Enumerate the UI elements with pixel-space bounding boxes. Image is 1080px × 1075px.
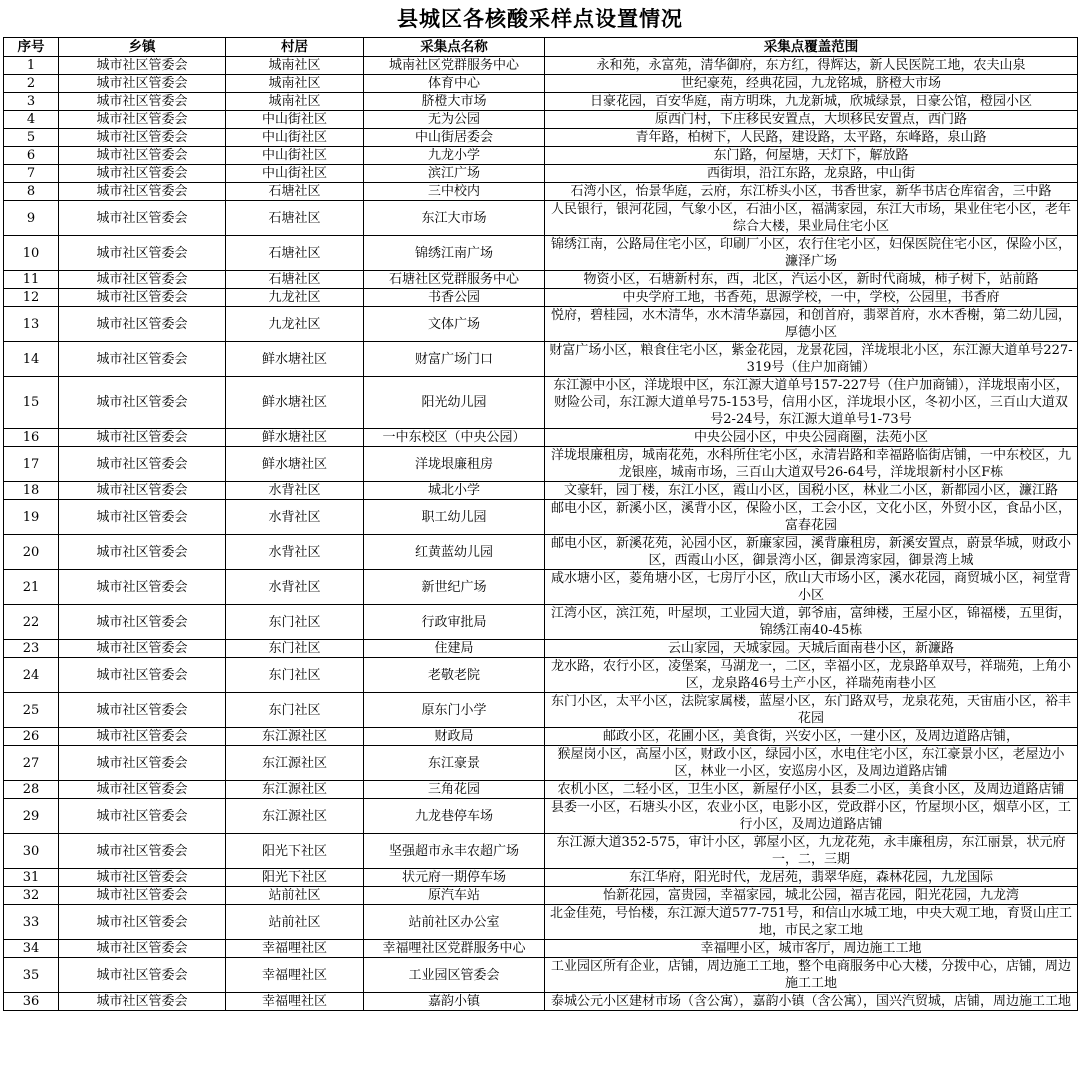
row-township: 城市社区管委会 (59, 93, 226, 111)
row-coverage: 日豪花园，百安华庭，南方明珠，九龙新城，欣城绿景，日豪公馆，橙园小区 (545, 93, 1078, 111)
table-row (4, 129, 1078, 147)
row-index: 35 (4, 958, 59, 993)
row-township: 城市社区管委会 (59, 570, 226, 605)
row-village: 幸福哩社区 (226, 958, 364, 993)
row-index: 16 (4, 429, 59, 447)
header-coverage: 采集点覆盖范围 (545, 38, 1078, 57)
row-index: 4 (4, 111, 59, 129)
row-site-name: 脐橙大市场 (364, 93, 545, 111)
header-site-name: 采集点名称 (364, 38, 545, 57)
row-village: 中山街社区 (226, 147, 364, 165)
row-village: 东门社区 (226, 658, 364, 693)
row-index: 3 (4, 93, 59, 111)
header-index: 序号 (4, 38, 59, 57)
row-village: 石塘社区 (226, 201, 364, 236)
row-site-name: 原汽车站 (364, 887, 545, 905)
row-site-name: 工业园区管委会 (364, 958, 545, 993)
table-row (4, 500, 1078, 535)
row-index: 5 (4, 129, 59, 147)
row-coverage: 石湾小区，怡景华庭，云府，东江桥头小区，书香世家，新华书店仓库宿舍，三中路 (545, 183, 1078, 201)
row-site-name: 站前社区办公室 (364, 905, 545, 940)
row-coverage: 东江华府，阳光时代，龙居苑，翡翠华庭，森林花园，九龙国际 (545, 869, 1078, 887)
row-village: 站前社区 (226, 905, 364, 940)
row-coverage: 东江源大道352-575，审计小区，郭屋小区，九龙花苑，永丰廉租房，东江丽景，状元府一，二，三期 (545, 834, 1078, 869)
row-township: 城市社区管委会 (59, 799, 226, 834)
row-township: 城市社区管委会 (59, 129, 226, 147)
table-row (4, 271, 1078, 289)
row-index: 20 (4, 535, 59, 570)
row-index: 26 (4, 728, 59, 746)
table-row (4, 93, 1078, 111)
row-coverage: 猴屋岗小区，高屋小区，财政小区，绿园小区，水电住宅小区，东江豪景小区，老屋边小区，林业一小区，安巡房小区，及周边道路店铺 (545, 746, 1078, 781)
row-township: 城市社区管委会 (59, 429, 226, 447)
table-row (4, 746, 1078, 781)
row-index: 18 (4, 482, 59, 500)
row-coverage: 邮电小区，新溪小区，溪背小区，保险小区，工会小区，文化小区，外贸小区，食品小区，富春花园 (545, 500, 1078, 535)
table-row (4, 887, 1078, 905)
row-site-name: 一中东校区（中央公园） (364, 429, 545, 447)
row-coverage: 怡新花园，富贵园，幸福家园，城北公园，福吉花园，阳光花园，九龙湾 (545, 887, 1078, 905)
row-index: 7 (4, 165, 59, 183)
table-row (4, 605, 1078, 640)
row-village: 中山街社区 (226, 165, 364, 183)
row-village: 水背社区 (226, 482, 364, 500)
row-site-name: 石塘社区党群服务中心 (364, 271, 545, 289)
row-village: 石塘社区 (226, 183, 364, 201)
row-index: 1 (4, 57, 59, 75)
row-coverage: 悦府，碧桂园，水木清华，水木清华嘉园，和创首府，翡翠首府，水木香榭，第二幼儿园，厚德小区 (545, 307, 1078, 342)
row-coverage: 青年路，柏树下，人民路，建设路，太平路，东峰路，泉山路 (545, 129, 1078, 147)
row-coverage: 咸水塘小区，菱角塘小区，七房厅小区，欣山大市场小区，溪水花园，商贸城小区，祠堂背小区 (545, 570, 1078, 605)
row-index: 36 (4, 993, 59, 1011)
row-site-name: 幸福哩社区党群服务中心 (364, 940, 545, 958)
table-row (4, 993, 1078, 1011)
table-row (4, 834, 1078, 869)
sampling-sites-table (3, 37, 1078, 1011)
table-row (4, 289, 1078, 307)
row-village: 东门社区 (226, 605, 364, 640)
row-site-name: 职工幼儿园 (364, 500, 545, 535)
table-row (4, 377, 1078, 429)
row-index: 10 (4, 236, 59, 271)
row-village: 九龙社区 (226, 289, 364, 307)
row-coverage: 北金佳苑，号怡楼，东江源大道577-751号，和信山水城工地，中央大观工地，育贤山庄工地，市民之家工地 (545, 905, 1078, 940)
row-coverage: 东门路，何屋塘，天灯下，解放路 (545, 147, 1078, 165)
row-coverage: 财富广场小区，粮食住宅小区，紫金花园，龙景花园，洋垅垠北小区，东江源大道单号227-319号（住户加商铺） (545, 342, 1078, 377)
row-site-name: 中山街居委会 (364, 129, 545, 147)
table-header-row (4, 38, 1078, 57)
row-index: 14 (4, 342, 59, 377)
row-site-name: 城南社区党群服务中心 (364, 57, 545, 75)
row-village: 城南社区 (226, 57, 364, 75)
row-village: 城南社区 (226, 93, 364, 111)
row-coverage: 泰城公元小区建材市场（含公寓），嘉韵小镇（含公寓），国兴汽贸城，店铺，周边施工工地 (545, 993, 1078, 1011)
row-coverage: 邮政小区，花圃小区，美食街，兴安小区，一建小区，及周边道路店铺， (545, 728, 1078, 746)
row-township: 城市社区管委会 (59, 75, 226, 93)
row-township: 城市社区管委会 (59, 183, 226, 201)
table-row (4, 201, 1078, 236)
row-coverage: 邮电小区，新溪花苑，沁园小区，新廉家园，溪背廉租房，新溪安置点，蔚景华城，财政小区，西霞山小区，御景湾小区，御景湾家园，御景湾上城 (545, 535, 1078, 570)
table-row (4, 869, 1078, 887)
row-index: 28 (4, 781, 59, 799)
row-township: 城市社区管委会 (59, 640, 226, 658)
table-row (4, 905, 1078, 940)
row-index: 15 (4, 377, 59, 429)
row-village: 鲜水塘社区 (226, 377, 364, 429)
row-township: 城市社区管委会 (59, 147, 226, 165)
row-coverage: 东门小区，太平小区，法院家属楼，蓝屋小区，东门路双号，龙泉花苑，天宙庙小区，裕丰花园 (545, 693, 1078, 728)
table-row (4, 307, 1078, 342)
row-township: 城市社区管委会 (59, 834, 226, 869)
row-index: 33 (4, 905, 59, 940)
header-township: 乡镇 (59, 38, 226, 57)
row-site-name: 老敬老院 (364, 658, 545, 693)
row-index: 22 (4, 605, 59, 640)
row-coverage: 永和苑，永富苑，清华御府，东方红，得辉达，新人民医院工地，农夫山泉 (545, 57, 1078, 75)
row-village: 水背社区 (226, 535, 364, 570)
row-village: 九龙社区 (226, 307, 364, 342)
row-index: 21 (4, 570, 59, 605)
row-coverage: 农机小区，二轻小区，卫生小区，新屋仔小区，县委二小区，美食小区，及周边道路店铺 (545, 781, 1078, 799)
row-index: 12 (4, 289, 59, 307)
row-index: 13 (4, 307, 59, 342)
row-coverage: 东江源中小区，洋垅垠中区，东江源大道单号157-227号（住户加商铺），洋垅垠南小区，财险公司，东江源大道单号75-153号，信用小区，洋垅垠小区，冬初小区，三百山大道双号2-24号，东江源大道单号1-73号 (545, 377, 1078, 429)
row-village: 鲜水塘社区 (226, 429, 364, 447)
row-township: 城市社区管委会 (59, 887, 226, 905)
row-village: 幸福哩社区 (226, 993, 364, 1011)
row-township: 城市社区管委会 (59, 781, 226, 799)
row-index: 30 (4, 834, 59, 869)
table-row (4, 728, 1078, 746)
row-township: 城市社区管委会 (59, 57, 226, 75)
row-site-name: 东江大市场 (364, 201, 545, 236)
row-site-name: 财富广场门口 (364, 342, 545, 377)
header-village: 村居 (226, 38, 364, 57)
row-index: 32 (4, 887, 59, 905)
row-coverage: 锦绣江南，公路局住宅小区，印刷厂小区，农行住宅小区，妇保医院住宅小区，保险小区，濂泽广场 (545, 236, 1078, 271)
row-village: 东江源社区 (226, 799, 364, 834)
table-row (4, 429, 1078, 447)
row-coverage: 西街垻，沿江东路，龙泉路，中山街 (545, 165, 1078, 183)
row-coverage: 幸福哩小区，城市客厅，周边施工工地 (545, 940, 1078, 958)
row-index: 8 (4, 183, 59, 201)
table-row (4, 342, 1078, 377)
row-township: 城市社区管委会 (59, 993, 226, 1011)
row-coverage: 工业园区所有企业，店铺，周边施工工地，整个电商服务中心大楼，分拨中心，店铺，周边施工工地 (545, 958, 1078, 993)
row-village: 东门社区 (226, 693, 364, 728)
row-village: 鲜水塘社区 (226, 342, 364, 377)
row-index: 6 (4, 147, 59, 165)
table-row (4, 958, 1078, 993)
row-site-name: 三中校内 (364, 183, 545, 201)
row-township: 城市社区管委会 (59, 236, 226, 271)
row-coverage: 龙水路，农行小区，凌堡案，马湖龙一，二区，幸福小区，龙泉路单双号，祥瑞苑，上角小区，龙泉路46号土产小区，祥瑞苑南巷小区 (545, 658, 1078, 693)
row-site-name: 坚强超市永丰农超广场 (364, 834, 545, 869)
row-village: 鲜水塘社区 (226, 447, 364, 482)
table-row (4, 482, 1078, 500)
row-township: 城市社区管委会 (59, 342, 226, 377)
table-row (4, 165, 1078, 183)
row-index: 34 (4, 940, 59, 958)
row-township: 城市社区管委会 (59, 746, 226, 781)
table-row (4, 111, 1078, 129)
row-site-name: 体育中心 (364, 75, 545, 93)
table-row (4, 640, 1078, 658)
row-village: 东江源社区 (226, 781, 364, 799)
row-index: 29 (4, 799, 59, 834)
row-coverage: 文豪轩，园丁楼，东江小区，霞山小区，国税小区，林业二小区，新都园小区，濂江路 (545, 482, 1078, 500)
row-village: 东江源社区 (226, 746, 364, 781)
document-title: 县城区各核酸采样点设置情况 (397, 6, 683, 31)
row-site-name: 三角花园 (364, 781, 545, 799)
row-site-name: 阳光幼儿园 (364, 377, 545, 429)
row-index: 2 (4, 75, 59, 93)
row-coverage: 物资小区，石塘新村东，西，北区，汽运小区，新时代商城，柿子树下，站前路 (545, 271, 1078, 289)
row-township: 城市社区管委会 (59, 111, 226, 129)
row-site-name: 行政审批局 (364, 605, 545, 640)
row-site-name: 九龙小学 (364, 147, 545, 165)
row-township: 城市社区管委会 (59, 728, 226, 746)
row-site-name: 城北小学 (364, 482, 545, 500)
row-site-name: 书香公园 (364, 289, 545, 307)
row-village: 中山街社区 (226, 129, 364, 147)
row-site-name: 滨江广场 (364, 165, 545, 183)
row-township: 城市社区管委会 (59, 447, 226, 482)
row-coverage: 江湾小区，滨江苑，叶屋坝，工业园大道，郭爷庙，富绅楼，王屋小区，锦福楼，五里街，锦绣江南40-45栋 (545, 605, 1078, 640)
row-village: 东江源社区 (226, 728, 364, 746)
row-coverage: 中央公园小区，中央公园商圈，法苑小区 (545, 429, 1078, 447)
table-row (4, 75, 1078, 93)
row-township: 城市社区管委会 (59, 605, 226, 640)
row-site-name: 九龙巷停车场 (364, 799, 545, 834)
row-coverage: 云山家园，天城家园。天城后面南巷小区，新濂路 (545, 640, 1078, 658)
table-row (4, 693, 1078, 728)
table-row (4, 570, 1078, 605)
row-township: 城市社区管委会 (59, 940, 226, 958)
row-index: 27 (4, 746, 59, 781)
row-site-name: 无为公园 (364, 111, 545, 129)
row-village: 中山街社区 (226, 111, 364, 129)
row-site-name: 状元府一期停车场 (364, 869, 545, 887)
row-township: 城市社区管委会 (59, 201, 226, 236)
row-township: 城市社区管委会 (59, 905, 226, 940)
row-index: 25 (4, 693, 59, 728)
row-coverage: 世纪豪苑，经典花园，九龙铭城，脐橙大市场 (545, 75, 1078, 93)
row-township: 城市社区管委会 (59, 958, 226, 993)
row-index: 19 (4, 500, 59, 535)
row-township: 城市社区管委会 (59, 307, 226, 342)
row-township: 城市社区管委会 (59, 482, 226, 500)
table-row (4, 147, 1078, 165)
row-village: 幸福哩社区 (226, 940, 364, 958)
row-township: 城市社区管委会 (59, 289, 226, 307)
row-site-name: 洋垅垠廉租房 (364, 447, 545, 482)
row-township: 城市社区管委会 (59, 535, 226, 570)
row-village: 石塘社区 (226, 271, 364, 289)
row-coverage: 洋垅垠廉租房，城南花苑，水科所住宅小区，永清岩路和幸福路临街店铺，一中东校区，九龙银座，城南市场，三百山大道双号26-64号，洋垅垠新村小区F栋 (545, 447, 1078, 482)
row-village: 石塘社区 (226, 236, 364, 271)
row-coverage: 县委一小区，石塘头小区，农业小区，电影小区，党政群小区，竹屋坝小区，烟草小区，工行小区，及周边道路店铺 (545, 799, 1078, 834)
row-site-name: 文体广场 (364, 307, 545, 342)
table-row (4, 940, 1078, 958)
row-township: 城市社区管委会 (59, 271, 226, 289)
row-village: 阳光下社区 (226, 834, 364, 869)
row-index: 23 (4, 640, 59, 658)
row-site-name: 原东门小学 (364, 693, 545, 728)
row-coverage: 原西门村，下庄移民安置点，大坝移民安置点，西门路 (545, 111, 1078, 129)
row-site-name: 锦绣江南广场 (364, 236, 545, 271)
row-village: 东门社区 (226, 640, 364, 658)
row-township: 城市社区管委会 (59, 869, 226, 887)
table-row (4, 535, 1078, 570)
row-township: 城市社区管委会 (59, 693, 226, 728)
table-row (4, 236, 1078, 271)
row-index: 11 (4, 271, 59, 289)
table-row (4, 183, 1078, 201)
row-village: 阳光下社区 (226, 869, 364, 887)
row-village: 站前社区 (226, 887, 364, 905)
row-village: 城南社区 (226, 75, 364, 93)
row-site-name: 财政局 (364, 728, 545, 746)
row-township: 城市社区管委会 (59, 500, 226, 535)
row-coverage: 人民银行，银河花园，气象小区，石油小区，福满家园，东江大市场，果业住宅小区，老年综合大楼，果业局住宅小区 (545, 201, 1078, 236)
row-township: 城市社区管委会 (59, 658, 226, 693)
row-index: 31 (4, 869, 59, 887)
row-coverage: 中央学府工地，书香苑，思源学校，一中，学校，公园里，书香府 (545, 289, 1078, 307)
row-township: 城市社区管委会 (59, 377, 226, 429)
table-row (4, 57, 1078, 75)
row-site-name: 嘉韵小镇 (364, 993, 545, 1011)
table-row (4, 781, 1078, 799)
row-index: 9 (4, 201, 59, 236)
row-village: 水背社区 (226, 500, 364, 535)
table-row (4, 799, 1078, 834)
row-village: 水背社区 (226, 570, 364, 605)
row-index: 24 (4, 658, 59, 693)
row-site-name: 红黄蓝幼儿园 (364, 535, 545, 570)
row-site-name: 东江豪景 (364, 746, 545, 781)
row-site-name: 新世纪广场 (364, 570, 545, 605)
row-site-name: 住建局 (364, 640, 545, 658)
row-township: 城市社区管委会 (59, 165, 226, 183)
table-row (4, 658, 1078, 693)
row-index: 17 (4, 447, 59, 482)
table-row (4, 447, 1078, 482)
